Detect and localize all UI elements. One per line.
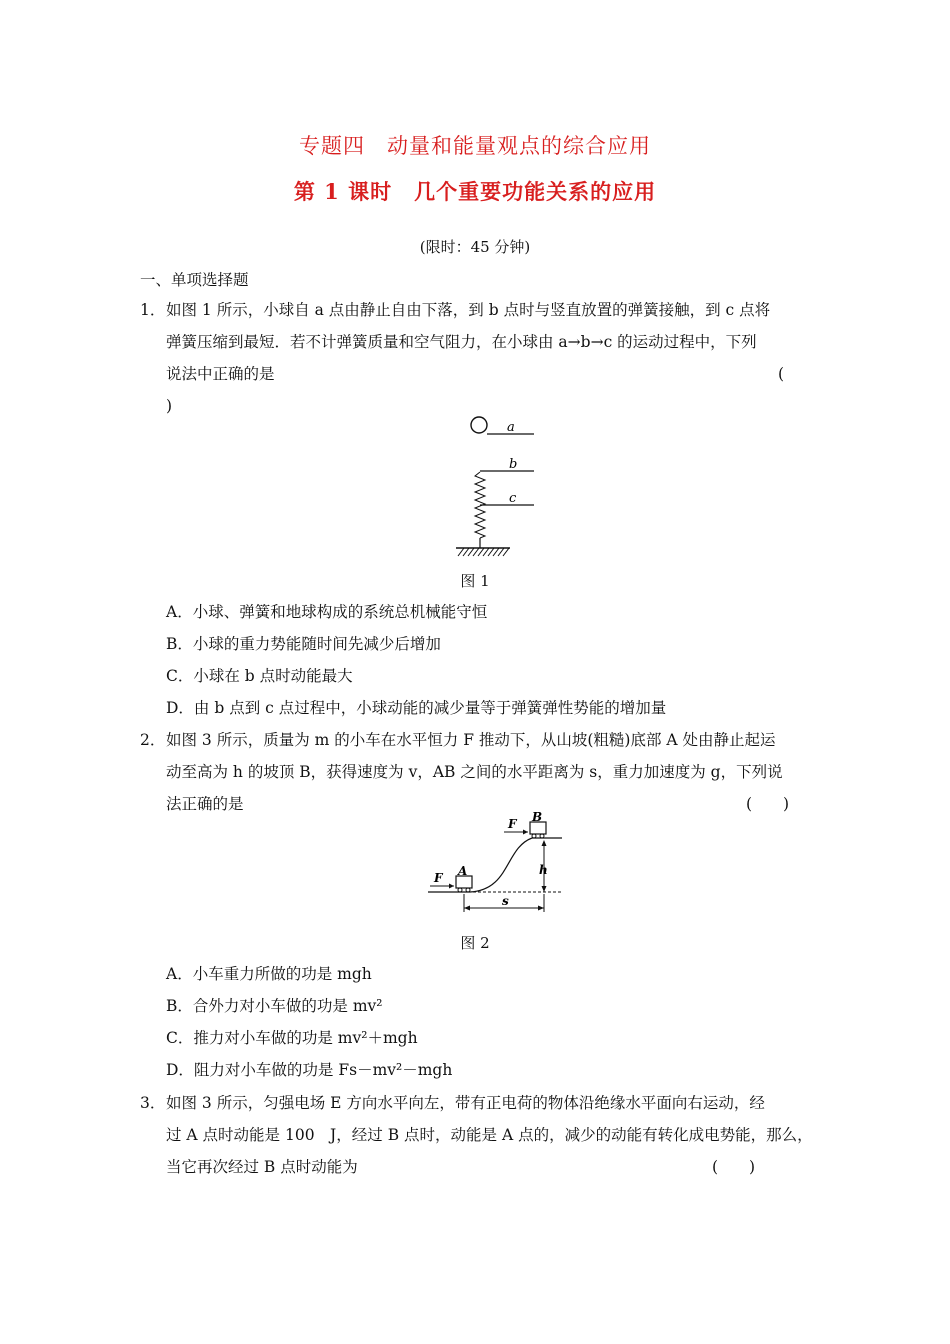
q2-line-1: 如图 3 所示，质量为 m 的小车在水平恒力 F 推动下，从山坡(粗糙)底部 A 处由静止起运 <box>166 731 776 749</box>
figure-2-slope-diagram <box>420 808 570 918</box>
q2-line-3: 法正确的是 <box>166 795 244 813</box>
arrow-head <box>449 884 454 889</box>
label-a: a <box>507 420 515 435</box>
label-b-point: B <box>532 810 543 824</box>
time-limit: (限时：45 分钟) <box>419 238 531 256</box>
q1-option-a: A．小球、弹簧和地球构成的系统总机械能守恒 <box>166 603 488 621</box>
q3-answer-paren: ( ) <box>712 1158 756 1176</box>
arrow-head <box>538 906 544 911</box>
q1-option-d: D．由 b 点到 c 点过程中，小球动能的减少量等于弹簧弹性势能的增加量 <box>166 699 667 717</box>
figure-1-caption: 图 1 <box>460 572 490 590</box>
slope-curve <box>470 838 562 892</box>
arrow-head <box>542 840 547 846</box>
label-a-point: A <box>458 864 468 878</box>
arrow-head <box>523 830 528 835</box>
q2-option-a: A．小车重力所做的功是 mgh <box>166 965 372 983</box>
label-c: c <box>509 491 517 506</box>
q1-option-c: C．小球在 b 点时动能最大 <box>166 667 353 685</box>
q2-option-b: B．合外力对小车做的功是 mv² <box>166 997 383 1015</box>
label-f1: F <box>434 871 443 885</box>
ground-hatch <box>458 548 509 556</box>
q1-line-3: 说法中正确的是 <box>166 365 275 383</box>
label-f2: F <box>508 817 517 831</box>
figure-1-spring-diagram <box>450 410 560 562</box>
q1-line-2: 弹簧压缩到最短．若不计弹簧质量和空气阻力，在小球由 a→b→c 的运动过程中，下列 <box>166 333 757 351</box>
q2-line-2: 动至高为 h 的坡顶 B，获得速度为 v，AB 之间的水平距离为 s，重力加速度为 g，下列说 <box>166 763 783 781</box>
q2-answer-paren: ( ) <box>746 795 790 813</box>
figure-2-caption: 图 2 <box>460 934 490 952</box>
label-s: s <box>502 894 509 908</box>
arrow-head <box>464 906 470 911</box>
ball <box>471 417 487 433</box>
q1-answer-paren-close: ) <box>166 397 173 415</box>
arrow-head <box>542 886 547 892</box>
q2-option-c: C．推力对小车做的功是 mv²＋mgh <box>166 1029 418 1047</box>
label-h: h <box>539 863 548 877</box>
q2-number: 2． <box>140 731 166 749</box>
topic-title: 专题四 动量和能量观点的综合应用 <box>299 134 651 158</box>
q3-line-1: 如图 3 所示，匀强电场 E 方向水平向左，带有正电荷的物体沿绝缘水平面向右运动，经 <box>166 1094 765 1112</box>
q1-answer-paren-open: ( <box>778 365 785 383</box>
q1-line-1: 如图 1 所示，小球自 a 点由静止自由下落，到 b 点时与竖直放置的弹簧接触，到 c 点将 <box>166 301 771 319</box>
label-b: b <box>509 457 518 472</box>
q3-line-3: 当它再次经过 B 点时动能为 <box>166 1158 358 1176</box>
q1-number: 1． <box>140 301 166 319</box>
q3-line-2: 过 A 点时动能是 100 J，经过 B 点时，动能是 A 点的，减少的动能有转化成电势能，那么， <box>166 1126 813 1144</box>
q2-option-d: D．阻力对小车做的功是 Fs－mv²－mgh <box>166 1061 453 1079</box>
lesson-title: 第 1 课时 几个重要功能关系的应用 <box>293 179 657 204</box>
q3-number: 3． <box>140 1094 166 1112</box>
q1-option-b: B．小球的重力势能随时间先减少后增加 <box>166 635 441 653</box>
section-heading: 一、单项选择题 <box>140 271 249 289</box>
